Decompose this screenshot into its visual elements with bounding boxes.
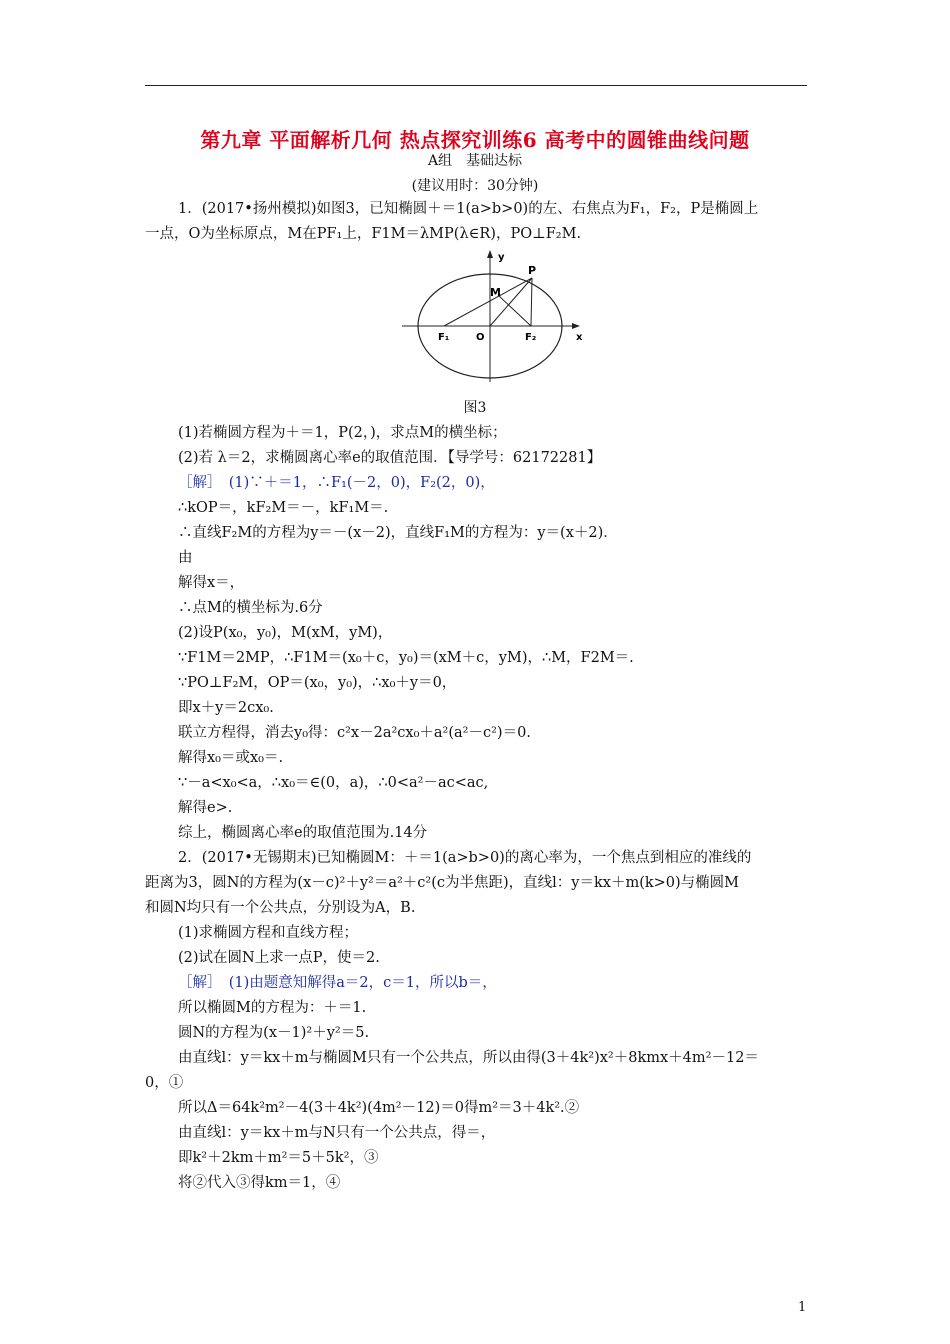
problem1-line-2: 一点，O为坐标原点，M在PF₁上，F1M＝λMP(λ∈R)，PO⊥F₂M.: [145, 226, 582, 242]
sub-question-2: (2)若 λ＝2，求椭圆离心率e的取值范围．【导学号：62172281】: [178, 450, 602, 466]
label-P: P: [528, 264, 537, 277]
problem2-line-2: 距离为3，圆N的方程为(x－c)²＋y²＝a²＋c²(c为半焦距)，直线l：y＝kx＋m(k>0)与椭圆M: [145, 875, 740, 891]
solution-2-line-7: ∵－a<x₀<a，∴x₀＝∈(0，a)，∴0<a²－ac<ac,: [178, 775, 489, 791]
solution-1-line-1: ［解］ (1)∵＋＝1，∴F₁(－2，0)，F₂(2，0)，: [178, 475, 495, 491]
label-F2: F₂: [525, 332, 537, 343]
solution-p2-line-5: 0，①: [145, 1075, 184, 1091]
label-O: O: [476, 332, 485, 343]
solution-p2-line-9: 将②代入③得km＝1，④: [178, 1175, 341, 1191]
label-x: x: [576, 332, 583, 343]
solution-1-line-5: 解得x＝，: [178, 575, 245, 591]
solution-p2-line-8: 即k²＋2km＋m²＝5＋5k²，③: [178, 1150, 379, 1166]
figure-caption: 图3: [463, 400, 487, 416]
problem2-sub-2: (2)试在圆N上求一点P，使＝2.: [178, 950, 380, 966]
solution-1-line-2: ∴kOP＝，kF₂M＝－，kF₁M＝.: [178, 500, 389, 516]
solution-2-line-1: (2)设P(x₀，y₀)，M(xM，yM)，: [178, 625, 393, 641]
solution-p2-line-3: 圆N的方程为(x－1)²＋y²＝5.: [178, 1025, 370, 1041]
problem2-line-1: 2．(2017•无锡期末)已知椭圆M：＋＝1(a>b>0)的离心率为，一个焦点到相应的准线的: [178, 850, 752, 866]
problem1-line-1: 1．(2017•扬州模拟)如图3，已知椭圆＋＝1(a>b>0)的左、右焦点为F₁，F₂，P是椭圆上: [178, 201, 759, 217]
solution-1-line-6: ∴点M的横坐标为.6分: [178, 600, 323, 616]
label-y: y: [498, 252, 505, 263]
solution-p2-line-6: 所以Δ＝64k²m²－4(3＋4k²)(4m²－12)＝0得m²＝3＋4k².②: [178, 1100, 580, 1116]
solution-1-line-3: ∴直线F₂M的方程为y＝－(x－2)，直线F₁M的方程为：y＝(x＋2)．: [178, 525, 618, 541]
sub-question-1: (1)若椭圆方程为＋＝1，P(2，)，求点M的横坐标；: [178, 425, 507, 441]
segment-MF2: [499, 296, 531, 326]
solution-2-line-9: 综上，椭圆离心率e的取值范围为.14分: [178, 825, 428, 841]
page-title: 第九章 平面解析几何 热点探究训练6 高考中的圆锥曲线问题: [200, 128, 750, 152]
solution-2-line-2: ∵F1M＝2MP，∴F1M＝(x₀＋c，y₀)＝(xM＋c，yM)，∴M，F2M＝.: [178, 650, 634, 666]
ellipse-figure: [400, 244, 585, 384]
solution-2-line-3: ∵PO⊥F₂M，OP＝(x₀，y₀)，∴x₀＋y＝0，: [178, 675, 457, 691]
label-M: M: [490, 286, 501, 299]
label-F1: F₁: [438, 332, 450, 343]
solution-2-line-5: 联立方程得，消去y₀得：c²x－2a²cx₀＋a²(a²－c²)＝0.: [178, 725, 531, 741]
segment-PF2: [531, 278, 532, 326]
solution-p2-line-1: ［解］ (1)由题意知解得a＝2，c＝1，所以b＝，: [178, 975, 497, 991]
solution-1-line-4: 由: [178, 550, 193, 566]
solution-p2-line-7: 由直线l：y＝kx＋m与N只有一个公共点，得＝，: [178, 1125, 496, 1141]
problem2-sub-1: (1)求椭圆方程和直线方程；: [178, 925, 359, 941]
group-label: A组 基础达标: [427, 153, 523, 169]
solution-p2-line-2: 所以椭圆M的方程为：＋＝1.: [178, 1000, 367, 1016]
time-hint: (建议用时：30分钟): [411, 178, 539, 194]
solution-2-line-4: 即x＋y＝2cx₀.: [178, 700, 274, 716]
solution-2-line-8: 解得e>.: [178, 800, 233, 816]
page-number: 1: [798, 1300, 807, 1315]
header-rule: [145, 85, 807, 86]
x-axis-arrow: [572, 323, 580, 329]
problem2-line-3: 和圆N均只有一个公共点，分别设为A，B.: [145, 900, 416, 916]
segment-F1P: [444, 278, 532, 326]
solution-p2-line-4: 由直线l：y＝kx＋m与椭圆M只有一个公共点，所以由得(3＋4k²)x²＋8kmx＋4m²－12＝: [178, 1050, 759, 1066]
y-axis-arrow: [487, 250, 493, 258]
solution-2-line-6: 解得x₀＝或x₀＝.: [178, 750, 284, 766]
